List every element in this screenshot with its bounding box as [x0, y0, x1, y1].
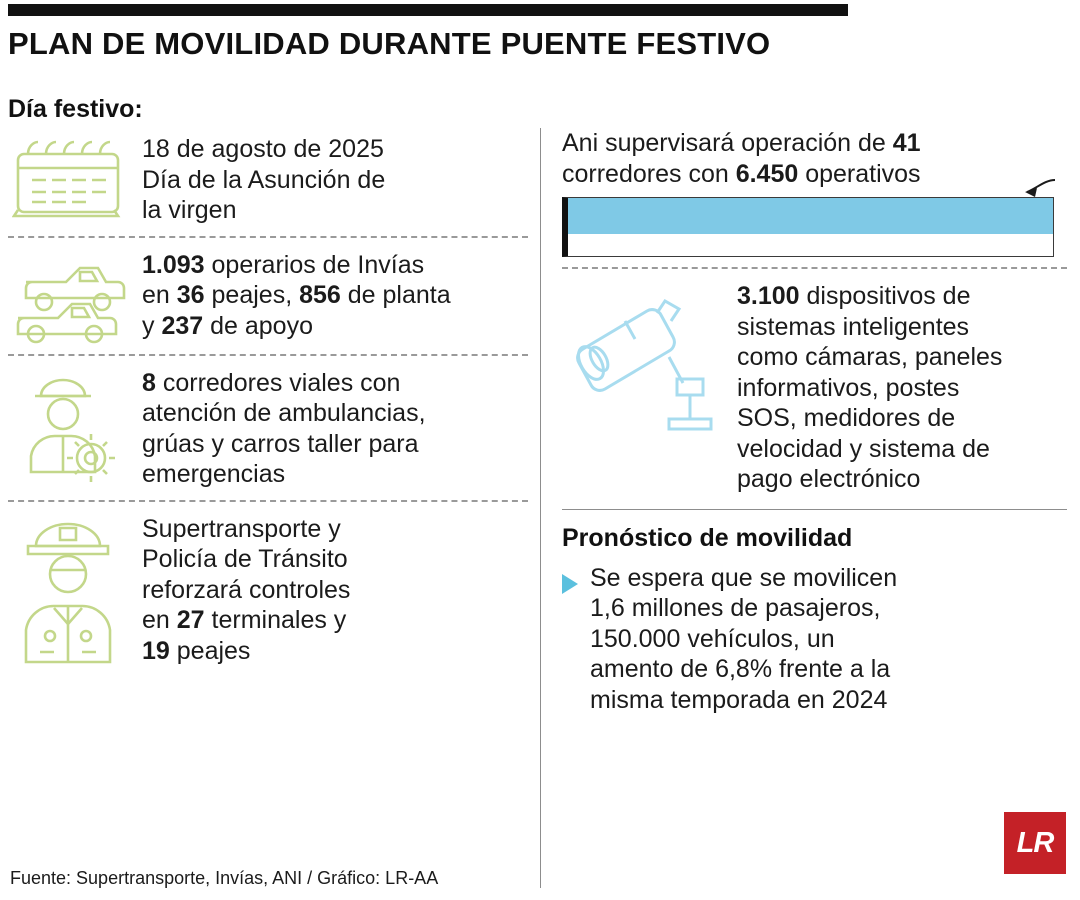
divider	[8, 354, 528, 356]
devices-item	[562, 279, 1067, 495]
divider	[8, 236, 528, 238]
bar-arrow-icon	[1021, 176, 1057, 200]
worker-gear-icon	[8, 366, 128, 486]
list-item	[8, 248, 528, 344]
list-item-text: 18 de agosto de 2025 Día de la Asunción de la virgen	[142, 135, 386, 224]
triangle-bullet-icon	[562, 574, 578, 594]
list-item-text: 8 corredores viales con atención de ambulancias, grúas y carros taller para emergencias	[142, 368, 426, 488]
divider	[8, 500, 528, 502]
list-item-text: 1.093 operarios de Invías en 36 peajes, 856 de planta y 237 de apoyo	[142, 250, 451, 340]
header-rule	[8, 4, 848, 16]
forecast-title: Pronóstico de movilidad	[562, 523, 853, 552]
lr-logo: LR	[1004, 812, 1066, 874]
column-divider	[540, 128, 541, 888]
left-column	[8, 95, 528, 672]
list-item-text: Supertransporte y Policía de Tránsito reforzará controles en 27 terminales y 19 peajes	[142, 514, 351, 665]
forecast-bullet	[562, 563, 1067, 716]
security-camera-icon	[562, 279, 727, 469]
ani-bar-fill	[568, 198, 1053, 234]
cars-icon	[8, 248, 128, 344]
list-item	[8, 366, 528, 490]
divider	[562, 267, 1067, 269]
source-note: Fuente: Supertransporte, Invías, ANI / Gráfico: LR-AA	[10, 868, 439, 888]
ani-text: Ani supervisará operación de 41 corredores con 6.450 operativos	[562, 129, 921, 188]
list-item	[8, 512, 528, 672]
divider	[562, 509, 1067, 510]
list-item	[8, 132, 528, 226]
devices-text: 3.100 dispositivos de sistemas inteligentes como cámaras, paneles informativos, postes SOS, medidores de velocidad y sistema de pago electrónico	[737, 282, 1003, 493]
forecast-bullet-text: Se espera que se movilicen 1,6 millones de pasajeros, 150.000 vehículos, un amento de 6,8% frente a la misma temporada en 2024	[590, 563, 898, 714]
page-title: PLAN DE MOVILIDAD DURANTE PUENTE FESTIVO	[8, 26, 771, 61]
ani-bar-chart	[562, 197, 1054, 257]
police-officer-icon	[8, 512, 128, 672]
left-subtitle: Día festivo:	[8, 95, 143, 123]
right-column	[562, 128, 1067, 715]
calendar-icon	[8, 132, 128, 218]
